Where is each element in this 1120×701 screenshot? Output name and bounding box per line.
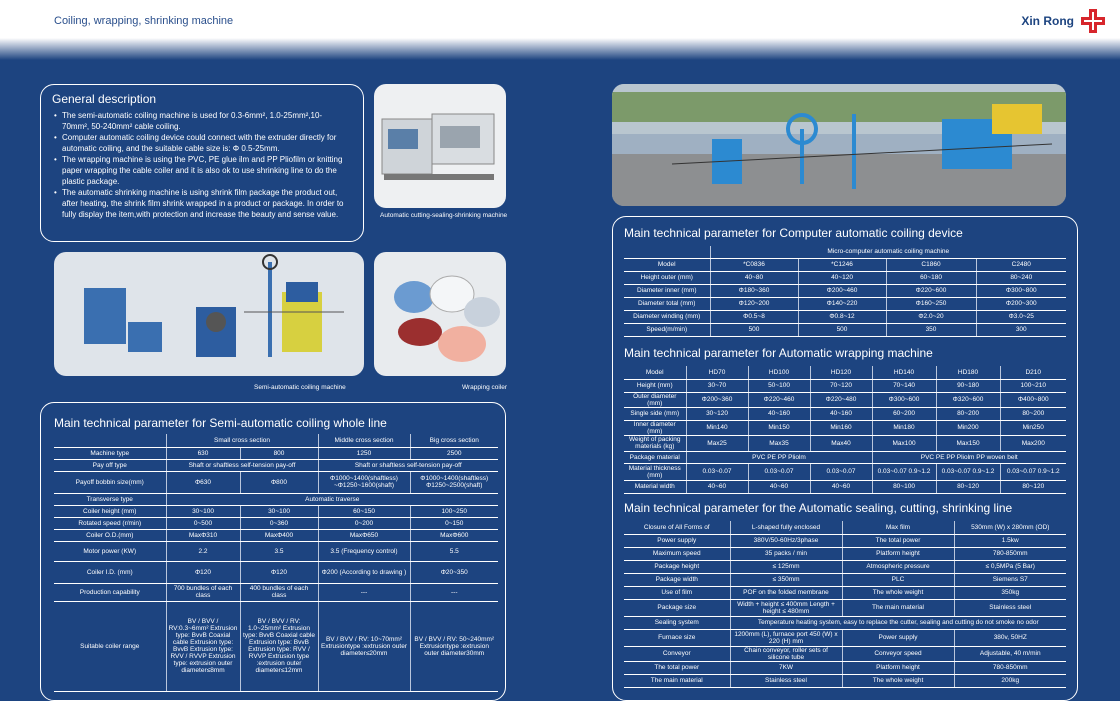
table-cell: Φ320~600 — [936, 392, 1000, 407]
table-cell: Diameter inner (mm) — [624, 284, 710, 297]
description-item: • Computer automatic coiling device could connect with the extruder directly for automatic coiling, and the suitable cable size is: Φ 0.5-25mm. — [54, 132, 346, 154]
brand — [1021, 8, 1106, 34]
table-cell: HD100 — [748, 366, 810, 379]
table-cell: D210 — [1000, 366, 1066, 379]
semi-coiling-photo — [54, 252, 364, 376]
table-cell: The whole weight — [842, 586, 954, 599]
table-cell: Φ200~300 — [976, 297, 1066, 310]
table-cell: Min140 — [686, 420, 748, 435]
brand-logo-icon — [1080, 8, 1106, 34]
table-cell: Φ3.0~25 — [976, 310, 1066, 323]
table-cell: 1.5kw — [954, 534, 1066, 547]
table-cell: 0.03~0.07 — [686, 463, 748, 480]
table-cell: 200kg — [954, 674, 1066, 687]
table-cell: 380V/50-60Hz/3phase — [730, 534, 842, 547]
table-cell: The total power — [624, 661, 730, 674]
table-cell: BV / BVV / RV: 10~70mm² Extrusiontype :extrusion outer diameter≤20mm — [318, 601, 410, 691]
table-cell: Package material — [624, 451, 686, 463]
wrapping-title: Main technical parameter for Automatic wrapping machine — [624, 346, 933, 360]
table-cell: 300 — [976, 323, 1066, 336]
table-cell: 80~240 — [976, 271, 1066, 284]
table-cell: HD120 — [810, 366, 872, 379]
table-cell: 60~180 — [886, 271, 976, 284]
table-cell: BV / BVV / RV: 1.0~25mm² Extrusion type: BvvB Coaxial cable Extrusion type: BvvB Extrusion type: RVV / RVVP Extrusion type :extrusion outer diameter≤12mm — [240, 601, 318, 691]
table-cell: 1250 — [318, 447, 410, 459]
table-cell: 350 — [886, 323, 976, 336]
table-cell: Big cross section — [410, 434, 498, 447]
table-cell: Maximum speed — [624, 547, 730, 560]
table-cell: 100~210 — [1000, 379, 1066, 392]
table-cell: Shaft or shaftless self-tension pay-off — [166, 459, 318, 471]
table-cell: 90~180 — [936, 379, 1000, 392]
table-cell: Diameter winding (mm) — [624, 310, 710, 323]
table-cell: Small cross section — [166, 434, 318, 447]
table-cell: Φ220~480 — [810, 392, 872, 407]
table-cell: 50~100 — [748, 379, 810, 392]
table-cell: Max film — [842, 521, 954, 534]
table-cell: ≤ 125mm — [730, 560, 842, 573]
wrapping-coiler-caption: Wrapping coiler — [462, 384, 508, 391]
table-cell: ≤ 350mm — [730, 573, 842, 586]
table-cell — [54, 434, 166, 447]
table-cell: HD140 — [872, 366, 936, 379]
table-cell: Φ200 (According to drawing ) — [318, 561, 410, 583]
table-cell: Min200 — [936, 420, 1000, 435]
table-cell: Φ160~250 — [886, 297, 976, 310]
computer-coiling-title: Main technical parameter for Computer automatic coiling device — [624, 226, 963, 240]
table-cell: 40~160 — [748, 407, 810, 420]
table-cell: C1860 — [886, 258, 976, 271]
table-cell: Stainless steel — [730, 674, 842, 687]
semi-coiling-table-title: Main technical parameter for Semi-automatic coiling whole line — [54, 416, 387, 430]
description-item: • The wrapping machine is using the PVC, PE glue ilm and PP Pliofilm or knitting paper wrapping the cable coiler and it is also ok to use shrinking line to do the plastic package. — [54, 154, 346, 187]
table-cell: 0~360 — [240, 517, 318, 529]
table-cell: Power supply — [624, 534, 730, 547]
table-cell: 780-850mm — [954, 661, 1066, 674]
table-cell: 700 bundles of each class — [166, 583, 240, 601]
table-cell: PVC PE PP Pliolm — [686, 451, 872, 463]
table-cell: 0.03~0.07 — [810, 463, 872, 480]
table-cell: Min160 — [810, 420, 872, 435]
table-cell: 630 — [166, 447, 240, 459]
table-cell: Coiler I.D. (mm) — [54, 561, 166, 583]
table-cell: Φ120 — [166, 561, 240, 583]
table-cell: Chain conveyor, roller sets of silicone tube — [730, 646, 842, 661]
table-cell: Inner diameter (mm) — [624, 420, 686, 435]
table-cell: 0.03~0.07 0.9~1.2 — [872, 463, 936, 480]
table-cell: Max200 — [1000, 435, 1066, 451]
table-cell: Siemens S7 — [954, 573, 1066, 586]
table-cell: Platform height — [842, 661, 954, 674]
table-cell: Middle cross section — [318, 434, 410, 447]
table-cell: 100~250 — [410, 505, 498, 517]
table-cell: Conveyor speed — [842, 646, 954, 661]
table-cell: 80~200 — [1000, 407, 1066, 420]
table-cell: Automatic traverse — [166, 493, 498, 505]
table-cell: 40~160 — [810, 407, 872, 420]
table-cell: The main material — [624, 674, 730, 687]
description-item: • The semi-automatic coiling machine is used for 0.3-6mm², 1.0-25mm²,10-70mm², 50-240mm² cable coiling. — [54, 110, 346, 132]
sealing-table — [624, 521, 1066, 688]
description-title: General description — [52, 92, 157, 106]
table-cell: 350kg — [954, 586, 1066, 599]
table-cell: 80~200 — [936, 407, 1000, 420]
table-cell: Suitable coiler range — [54, 601, 166, 691]
table-cell: 530mm (W) x 280mm (OD) — [954, 521, 1066, 534]
table-cell: 3.5 — [240, 541, 318, 561]
sealing-title: Main technical parameter for the Automatic sealing, cutting, shrinking line — [624, 501, 1013, 515]
table-cell: Max25 — [686, 435, 748, 451]
page-header — [0, 0, 1120, 40]
table-cell: PLC — [842, 573, 954, 586]
table-cell: Max100 — [872, 435, 936, 451]
table-cell: Model — [624, 258, 710, 271]
table-cell: 30~100 — [166, 505, 240, 517]
table-cell: 40~60 — [810, 480, 872, 493]
table-cell: 40~60 — [686, 480, 748, 493]
table-cell: Platform height — [842, 547, 954, 560]
table-cell: Package height — [624, 560, 730, 573]
table-cell: *C0836 — [710, 258, 798, 271]
table-cell: BV / BVV / RV: 50~240mm² Extrusiontype :extrusion outer diameter30mm — [410, 601, 498, 691]
table-cell: Φ120 — [240, 561, 318, 583]
header-fade — [0, 38, 1120, 60]
table-cell: Φ300~800 — [976, 284, 1066, 297]
table-cell: Φ630 — [166, 471, 240, 493]
table-cell: The total power — [842, 534, 954, 547]
table-cell: L-shaped fully enclosed — [730, 521, 842, 534]
wrapping-table — [624, 366, 1066, 494]
table-cell: 70~120 — [810, 379, 872, 392]
table-cell: Max150 — [936, 435, 1000, 451]
factory-photo — [612, 84, 1066, 206]
table-cell: Coiler height (mm) — [54, 505, 166, 517]
table-cell: 60~150 — [318, 505, 410, 517]
table-cell: Single side (mm) — [624, 407, 686, 420]
table-cell: Φ200~360 — [686, 392, 748, 407]
table-cell: 80~120 — [1000, 480, 1066, 493]
semi-coiling-table — [54, 434, 498, 692]
table-cell: Rotated speed (r/min) — [54, 517, 166, 529]
table-cell: Micro-computer automatic coiling machine — [710, 246, 1066, 258]
table-cell: Sealing system — [624, 616, 730, 629]
table-cell: 40~120 — [798, 271, 886, 284]
table-cell: Furnace size — [624, 629, 730, 646]
table-cell: 380v, 50HZ — [954, 629, 1066, 646]
table-cell: Diameter total (mm) — [624, 297, 710, 310]
table-cell: Closure of All Forms of — [624, 521, 730, 534]
table-cell: Φ200~460 — [798, 284, 886, 297]
table-cell: Atmospheric pressure — [842, 560, 954, 573]
description-list — [54, 110, 346, 220]
shrink-machine-photo — [374, 84, 506, 208]
table-cell: 40~80 — [710, 271, 798, 284]
table-cell: Max40 — [810, 435, 872, 451]
table-cell: The whole weight — [842, 674, 954, 687]
table-cell: Φ800 — [240, 471, 318, 493]
table-cell: Φ1000~1400(shaftless) ~Φ1250~1600(shaft) — [318, 471, 410, 493]
table-cell: 7KW — [730, 661, 842, 674]
table-cell: HD180 — [936, 366, 1000, 379]
table-cell: 70~140 — [872, 379, 936, 392]
table-cell: --- — [318, 583, 410, 601]
table-cell: Φ0.5~8 — [710, 310, 798, 323]
table-cell: Speed(m/min) — [624, 323, 710, 336]
table-cell: 5.5 — [410, 541, 498, 561]
table-cell: Φ120~200 — [710, 297, 798, 310]
table-cell: Temperature heating system, easy to replace the cutter, sealing and cutting do not smoke no odor — [730, 616, 1066, 629]
table-cell: 780-850mm — [954, 547, 1066, 560]
table-cell: Min250 — [1000, 420, 1066, 435]
table-cell — [624, 246, 710, 258]
table-cell: Material width — [624, 480, 686, 493]
table-cell: Stainless steel — [954, 599, 1066, 616]
table-cell: 0.03~0.07 0.9~1.2 — [936, 463, 1000, 480]
semi-coiling-caption: Semi-automatic coiling machine — [254, 384, 346, 391]
table-cell: C2480 — [976, 258, 1066, 271]
table-cell: 30~120 — [686, 407, 748, 420]
table-cell: 400 bundles of each class — [240, 583, 318, 601]
table-cell: Material thickness (mm) — [624, 463, 686, 480]
description-item: • The automatic shrinking machine is using shrink film package the product out, after heating, the shrink film shrink wrapped in a product or package. In order to fully display the item,with protection and increase the beauty and sense value. — [54, 187, 346, 220]
table-cell: Height (mm) — [624, 379, 686, 392]
table-cell: Weight of packing materials (kg) — [624, 435, 686, 451]
table-cell: Package size — [624, 599, 730, 616]
table-cell: MaxΦ400 — [240, 529, 318, 541]
table-cell: 2.2 — [166, 541, 240, 561]
table-cell: Φ180~360 — [710, 284, 798, 297]
table-cell: Payoff bobbin size(mm) — [54, 471, 166, 493]
table-cell: Pay off type — [54, 459, 166, 471]
table-cell: Φ300~600 — [872, 392, 936, 407]
table-cell: Φ0.8~12 — [798, 310, 886, 323]
table-cell: 35 packs / min — [730, 547, 842, 560]
table-cell: HD70 — [686, 366, 748, 379]
computer-coiling-table — [624, 246, 1066, 337]
table-cell: Φ2.0~20 — [886, 310, 976, 323]
table-cell: Max35 — [748, 435, 810, 451]
table-cell: 2500 — [410, 447, 498, 459]
shrink-machine-caption: Automatic cutting-sealing-shrinking machine — [380, 212, 508, 219]
table-cell: Coiler O.D.(mm) — [54, 529, 166, 541]
table-cell: 30~70 — [686, 379, 748, 392]
table-cell: 80~100 — [872, 480, 936, 493]
table-cell: 3.5 (Frequency control) — [318, 541, 410, 561]
table-cell: Adjustable, 40 m/min — [954, 646, 1066, 661]
table-cell: 40~60 — [748, 480, 810, 493]
table-cell: Use of film — [624, 586, 730, 599]
table-cell: Width + height ≤ 400mm Length + height ≤ 480mm — [730, 599, 842, 616]
table-cell: Package width — [624, 573, 730, 586]
table-cell: 0.03~0.07 0.9~1.2 — [1000, 463, 1066, 480]
table-cell: PVC PE PP Pliolm PP woven belt — [872, 451, 1066, 463]
table-cell: MaxΦ600 — [410, 529, 498, 541]
table-cell: 500 — [710, 323, 798, 336]
table-cell: MaxΦ310 — [166, 529, 240, 541]
table-cell: The main material — [842, 599, 954, 616]
table-cell: 0~200 — [318, 517, 410, 529]
table-cell: 500 — [798, 323, 886, 336]
table-cell: Height outer (mm) — [624, 271, 710, 284]
table-cell: 60~200 — [872, 407, 936, 420]
page-title: Coiling, wrapping, shrinking machine — [54, 15, 234, 27]
wrapping-coiler-photo — [374, 252, 506, 376]
table-cell: 1200mm (L), furnace port 450 (W) x 220 (H) mm — [730, 629, 842, 646]
table-cell: Model — [624, 366, 686, 379]
table-cell: Conveyor — [624, 646, 730, 661]
table-cell: Production capability — [54, 583, 166, 601]
table-cell: Φ140~220 — [798, 297, 886, 310]
table-cell: Φ20~350 — [410, 561, 498, 583]
table-cell: Φ1000~1400(shaftless) Φ1250~2500(shaft) — [410, 471, 498, 493]
table-cell: Φ220~460 — [748, 392, 810, 407]
table-cell: MaxΦ650 — [318, 529, 410, 541]
table-cell: Min180 — [872, 420, 936, 435]
table-cell: 80~120 — [936, 480, 1000, 493]
table-cell: 0~500 — [166, 517, 240, 529]
table-cell: Machine type — [54, 447, 166, 459]
table-cell: Power supply — [842, 629, 954, 646]
table-cell: Φ220~600 — [886, 284, 976, 297]
table-cell: Φ400~800 — [1000, 392, 1066, 407]
table-cell: *C1246 — [798, 258, 886, 271]
table-cell: --- — [410, 583, 498, 601]
table-cell: ≤ 0,5MPa (5 Bar) — [954, 560, 1066, 573]
table-cell: 0~150 — [410, 517, 498, 529]
table-cell: Min150 — [748, 420, 810, 435]
table-cell: Motor power (KW) — [54, 541, 166, 561]
table-cell: POF on the folded membrane — [730, 586, 842, 599]
table-cell: 0.03~0.07 — [748, 463, 810, 480]
table-cell: Transverse type — [54, 493, 166, 505]
table-cell: BV / BVV / RV:0.3~6mm² Extrusion type: BvvB Coaxial cable Extrusion type: BvvB Extrusion type: RVV / RVVP Extrusion type: extrusion outer diameter≤8mm — [166, 601, 240, 691]
brand-name: Xin Rong — [1021, 14, 1074, 28]
table-cell: 800 — [240, 447, 318, 459]
table-cell: Outer diameter (mm) — [624, 392, 686, 407]
table-cell: Shaft or shaftless self-tension pay-off — [318, 459, 498, 471]
table-cell: 30~100 — [240, 505, 318, 517]
